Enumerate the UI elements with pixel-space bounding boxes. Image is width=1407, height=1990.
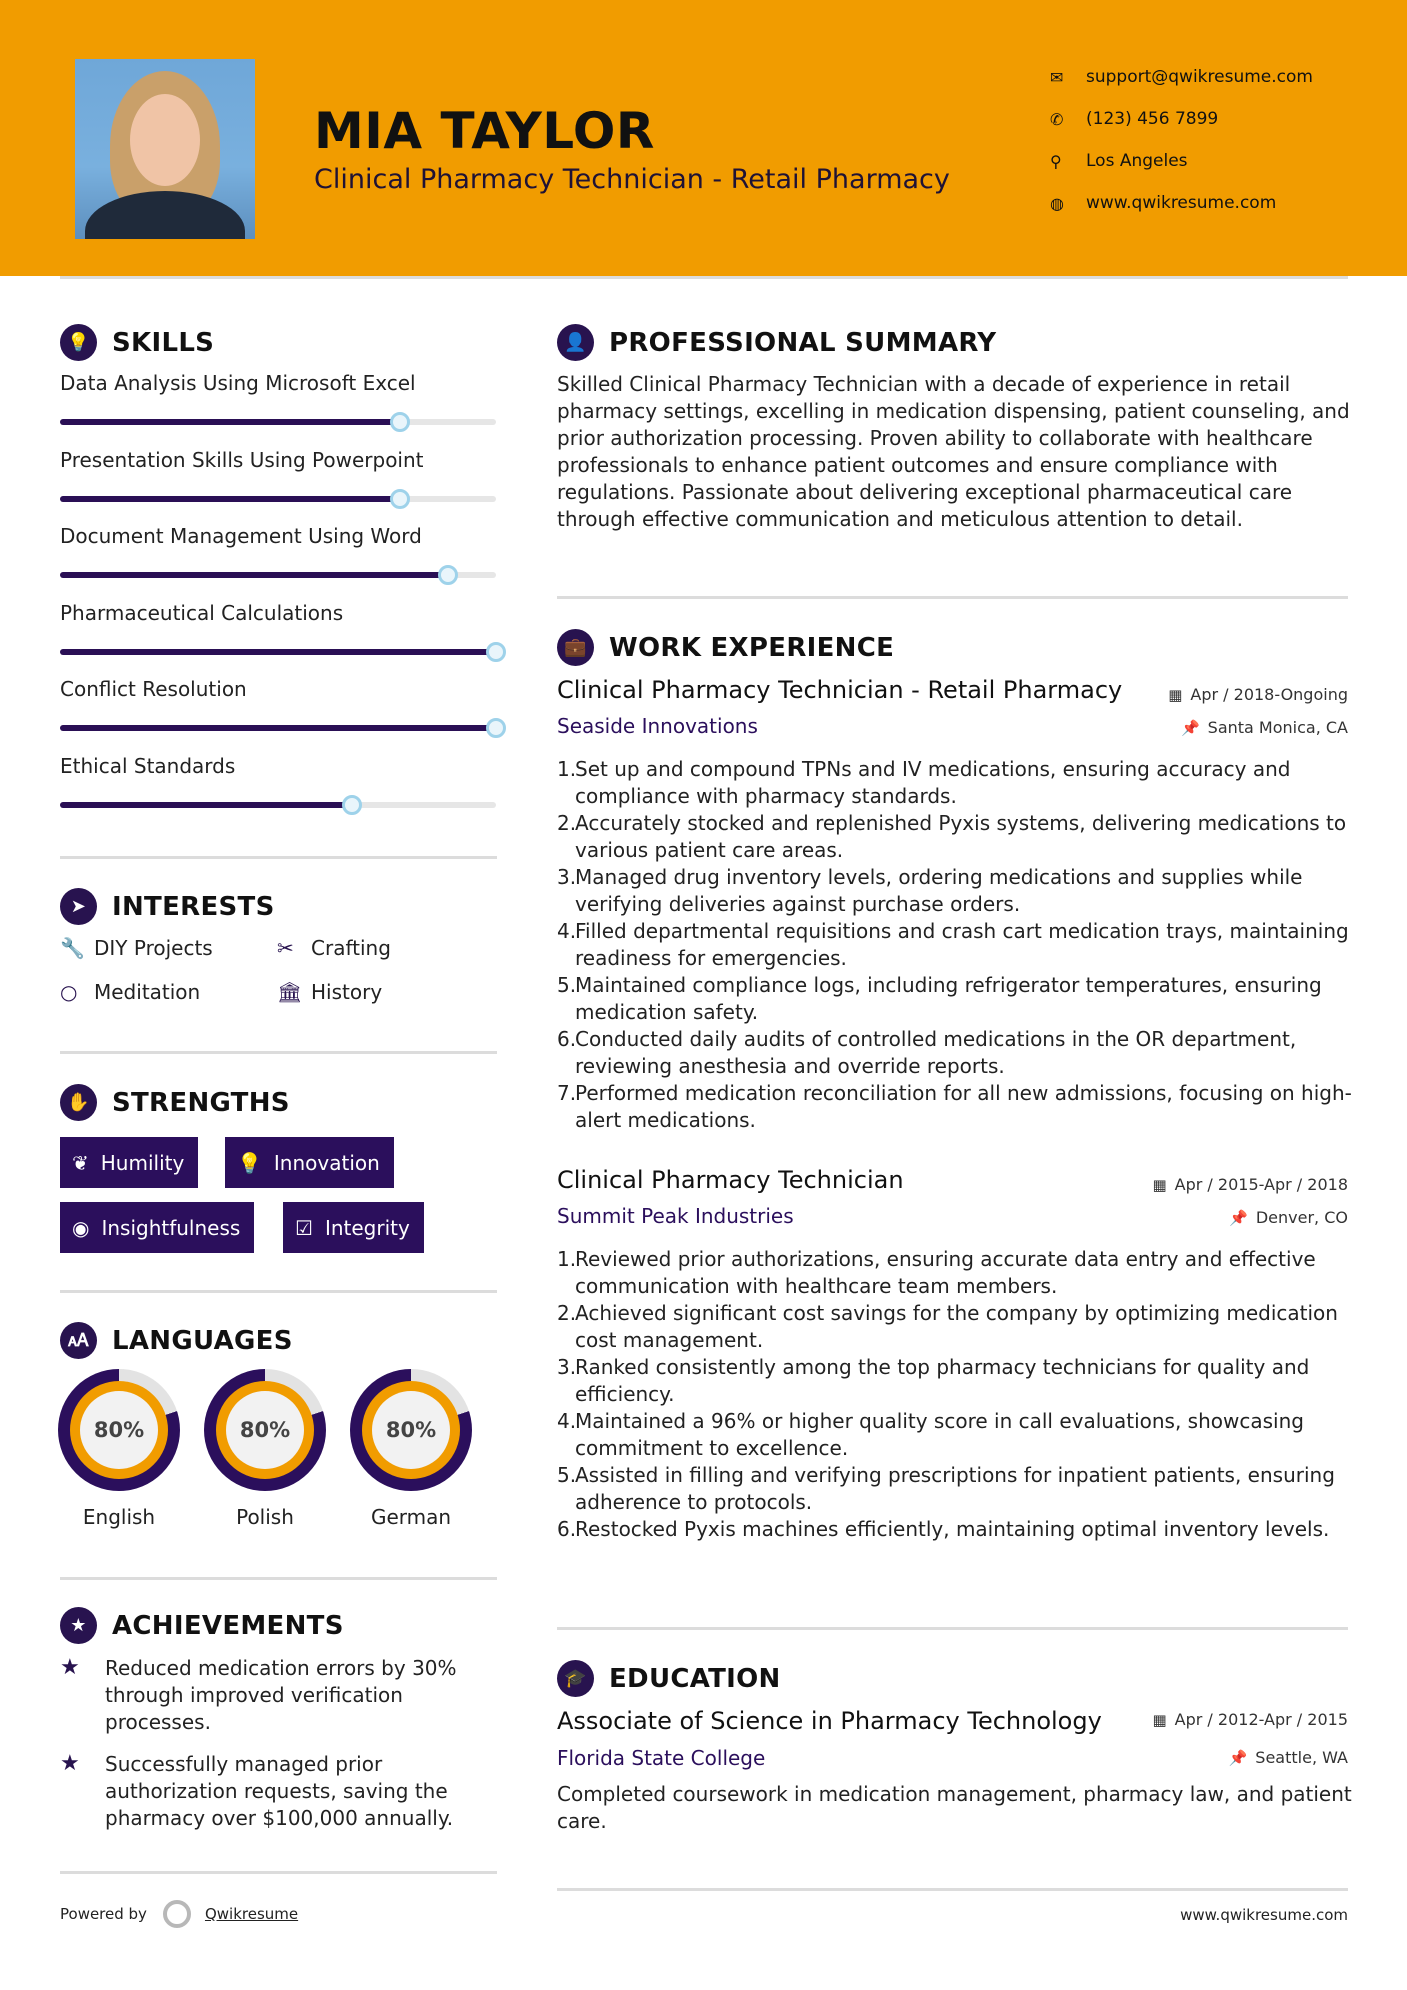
list-number: 2. <box>557 1301 577 1325</box>
skills-heading: 💡 SKILLS <box>60 324 214 361</box>
contact-list <box>1050 56 1313 224</box>
list-number: 4. <box>557 1409 577 1433</box>
skill-item <box>60 448 500 476</box>
strengths-heading: ✋ STRENGTHS <box>60 1084 290 1121</box>
circle-icon: ○ <box>60 980 78 1004</box>
skill-bar-fill <box>60 572 448 578</box>
job-bullets <box>557 1246 1357 1543</box>
pin-icon: 📌 <box>1180 718 1200 737</box>
education-location: 📌 Seattle, WA <box>1228 1748 1348 1767</box>
skill-bar <box>60 725 496 731</box>
list-item <box>557 918 1357 972</box>
interest-item: ○ Meditation <box>60 980 201 1004</box>
skill-item <box>60 524 500 552</box>
calendar-icon: ▦ <box>1152 1175 1167 1194</box>
divider <box>60 1577 497 1580</box>
contact-email[interactable]: ✉ support@qwikresume.com <box>1050 67 1313 87</box>
qwikresume-logo-icon <box>163 1900 191 1928</box>
language-donut: 80% <box>350 1369 472 1491</box>
list-number: 3. <box>557 1355 577 1379</box>
skill-bar-fill <box>60 419 400 425</box>
list-item <box>557 1246 1357 1300</box>
skill-name: Ethical Standards <box>60 753 236 778</box>
skill-item <box>60 754 500 782</box>
powered-by: Powered by Qwikresume <box>60 1900 298 1928</box>
list-text: Assisted in filling and verifying prescriptions for inpatient patients, ensuring adherence to protocols. <box>575 1463 1335 1514</box>
map-marker-icon: ⚲ <box>1050 151 1062 171</box>
summary-heading: 👤 PROFESSIONAL SUMMARY <box>557 324 996 361</box>
contact-phone[interactable]: ✆ (123) 456 7899 <box>1050 109 1219 129</box>
graduation-icon: 🎓 <box>557 1660 594 1697</box>
skill-bar <box>60 802 496 808</box>
lightbulb-icon: 💡 <box>60 324 97 361</box>
star-icon: ★ <box>60 1607 97 1644</box>
interests-heading: ➤ INTERESTS <box>60 888 275 925</box>
list-text: Filled departmental requisitions and crash cart medication trays, maintaining readiness for emergencies. <box>575 919 1349 970</box>
skill-bar-knob <box>438 565 458 585</box>
divider <box>557 596 1348 599</box>
hand-icon: ✋ <box>60 1084 97 1121</box>
calendar-icon: ▦ <box>1152 1710 1167 1729</box>
language-item: 80% English <box>58 1369 180 1529</box>
skill-name: Pharmaceutical Calculations <box>60 600 344 625</box>
experience-heading: 💼 WORK EXPERIENCE <box>557 629 894 666</box>
list-item <box>557 972 1357 1026</box>
contact-location: ⚲ Los Angeles <box>1050 151 1188 171</box>
skill-item <box>60 601 500 629</box>
list-item <box>557 1026 1357 1080</box>
user-icon: 👤 <box>557 324 594 361</box>
strength-badge: ❦ Humility <box>60 1137 198 1188</box>
list-item <box>557 1300 1357 1354</box>
skill-name: Document Management Using Word <box>60 524 422 548</box>
skill-name: Presentation Skills Using Powerpoint <box>60 447 424 472</box>
list-item <box>557 1354 1357 1408</box>
envelope-icon: ✉ <box>1050 67 1064 87</box>
contact-website[interactable]: ◍ www.qwikresume.com <box>1050 193 1277 213</box>
language-item: 80% German <box>350 1369 472 1529</box>
list-text: Managed drug inventory levels, ordering medications and supplies while verifying deliveries against purchase orders. <box>575 865 1303 916</box>
achievement-item: ★ Successfully managed prior authorization requests, saving the pharmacy over $100,000 annually. <box>60 1751 454 1830</box>
strength-badge: ◉ Insightfulness <box>60 1202 254 1253</box>
candidate-title: Clinical Pharmacy Technician - Retail Pharmacy <box>314 164 950 195</box>
skill-bar-knob <box>390 489 410 509</box>
list-text: Set up and compound TPNs and IV medications, ensuring accuracy and compliance with pharmacy standards. <box>575 757 1291 808</box>
list-item <box>557 1080 1357 1134</box>
skill-bar-knob <box>486 718 506 738</box>
profile-photo <box>75 59 255 239</box>
skill-bar-fill <box>60 725 496 731</box>
job-bullets <box>557 756 1357 1134</box>
footer-website[interactable]: www.qwikresume.com <box>1180 1906 1348 1924</box>
education-dates: ▦ Apr / 2012-Apr / 2015 <box>1152 1710 1348 1729</box>
education-description: Completed coursework in medication management, pharmacy law, and patient care. <box>557 1782 1352 1833</box>
language-icon: 🗚 <box>60 1322 97 1359</box>
list-number: 6. <box>557 1027 577 1051</box>
skill-item <box>60 677 500 705</box>
skill-bar-knob <box>390 412 410 432</box>
phone-icon: ✆ <box>1050 109 1064 129</box>
language-donut: 80% <box>58 1369 180 1491</box>
star-icon: ★ <box>60 1751 80 1776</box>
skill-bar-fill <box>60 802 352 808</box>
list-text: Conducted daily audits of controlled medications in the OR department, reviewing anesthesia and override reports. <box>575 1027 1297 1078</box>
calendar-icon: ▦ <box>1168 685 1183 704</box>
list-item <box>557 1462 1357 1516</box>
education-heading: 🎓 EDUCATION <box>557 1660 781 1697</box>
skill-bar <box>60 496 496 502</box>
skill-bar-fill <box>60 496 400 502</box>
skill-bar <box>60 649 496 655</box>
list-number: 6. <box>557 1517 577 1541</box>
list-text: Maintained compliance logs, including refrigerator temperatures, ensuring medication safety. <box>575 973 1322 1024</box>
divider <box>60 276 1348 279</box>
divider <box>557 1627 1348 1630</box>
achievement-item: ★ Reduced medication errors by 30% through improved verification processes. <box>60 1655 457 1734</box>
lightbulb-icon: 💡 <box>237 1150 262 1175</box>
eye-icon: ◉ <box>72 1215 90 1240</box>
list-number: 2. <box>557 811 577 835</box>
paper-plane-icon: ➤ <box>60 888 97 925</box>
skill-item <box>60 371 500 399</box>
divider <box>557 1888 1348 1891</box>
skill-bar <box>60 572 496 578</box>
job-title: Clinical Pharmacy Technician <box>557 1166 904 1194</box>
pin-icon: 📌 <box>1228 1748 1248 1767</box>
header-banner <box>0 0 1407 276</box>
strength-badge: 💡 Innovation <box>225 1137 394 1188</box>
achievements-heading: ★ ACHIEVEMENTS <box>60 1607 344 1644</box>
job-dates: ▦ Apr / 2018-Ongoing <box>1168 685 1348 704</box>
divider <box>60 1871 497 1874</box>
list-item <box>557 756 1357 810</box>
list-text: Restocked Pyxis machines efficiently, maintaining optimal inventory levels. <box>575 1517 1330 1541</box>
list-number: 1. <box>557 1247 577 1271</box>
divider <box>60 1051 497 1054</box>
list-text: Ranked consistently among the top pharmacy technicians for quality and efficiency. <box>575 1355 1310 1406</box>
divider <box>60 1290 497 1293</box>
summary-text: Skilled Clinical Pharmacy Technician with a decade of experience in retail pharmacy settings, excelling in medication dispensing, patient counseling, and prior authorization processing. Proven ability to collaborate with healthcare professionals to enhance patient outcomes and ensure compliance with regulations. Passionate about delivering exceptional pharmaceutical care through effective communication and meticulous attention to detail. <box>557 372 1350 531</box>
museum-icon: 🏛 <box>277 980 303 1004</box>
interest-item: ✂ Crafting <box>277 936 391 960</box>
skill-name: Data Analysis Using Microsoft Excel <box>60 371 416 395</box>
skill-bar <box>60 419 496 425</box>
brand-link[interactable]: Qwikresume <box>204 1905 299 1923</box>
list-item <box>557 810 1357 864</box>
skill-bar-knob <box>486 642 506 662</box>
check-square-icon: ☑ <box>295 1215 313 1240</box>
company-name: Seaside Innovations <box>557 714 758 738</box>
language-donut: 80% <box>204 1369 326 1491</box>
skill-name: Conflict Resolution <box>60 677 247 701</box>
divider <box>60 856 497 859</box>
scissors-icon: ✂ <box>277 936 294 960</box>
list-item <box>557 1516 1357 1543</box>
list-number: 3. <box>557 865 577 889</box>
candidate-name: MIA TAYLOR <box>314 102 655 160</box>
interest-item: 🔧 DIY Projects <box>60 936 213 960</box>
leaf-icon: ❦ <box>72 1150 89 1175</box>
list-number: 1. <box>557 757 577 781</box>
strength-badge: ☑ Integrity <box>283 1202 424 1253</box>
job-location: 📌 Santa Monica, CA <box>1180 718 1348 737</box>
list-number: 4. <box>557 919 577 943</box>
list-text: Reviewed prior authorizations, ensuring accurate data entry and effective communication with healthcare team members. <box>575 1247 1316 1298</box>
skill-bar-fill <box>60 649 496 655</box>
list-number: 7. <box>557 1081 577 1105</box>
job-title: Clinical Pharmacy Technician - Retail Pharmacy <box>557 676 1123 704</box>
job-location: 📌 Denver, CO <box>1229 1208 1348 1227</box>
list-number: 5. <box>557 1463 577 1487</box>
pin-icon: 📌 <box>1229 1208 1248 1227</box>
globe-icon: ◍ <box>1050 193 1064 213</box>
list-text: Accurately stocked and replenished Pyxis systems, delivering medications to various patient care areas. <box>575 811 1347 862</box>
list-text: Performed medication reconciliation for all new admissions, focusing on high-alert medications. <box>575 1081 1352 1132</box>
wrench-icon: 🔧 <box>60 936 85 960</box>
briefcase-icon: 💼 <box>557 629 594 666</box>
company-name: Summit Peak Industries <box>557 1204 794 1228</box>
list-text: Maintained a 96% or higher quality score in call evaluations, showcasing commitment to excellence. <box>575 1409 1304 1460</box>
list-number: 5. <box>557 973 577 997</box>
language-item: 80% Polish <box>204 1369 326 1529</box>
star-icon: ★ <box>60 1655 80 1680</box>
skill-bar-knob <box>342 795 362 815</box>
list-text: Achieved significant cost savings for the company by optimizing medication cost management. <box>575 1301 1338 1352</box>
list-item <box>557 1408 1357 1462</box>
school-name: Florida State College <box>557 1746 766 1770</box>
list-item <box>557 864 1357 918</box>
languages-heading: 🗚 LANGUAGES <box>60 1322 293 1359</box>
degree-title: Associate of Science in Pharmacy Technology <box>557 1707 1102 1735</box>
interest-item: 🏛 History <box>277 980 383 1004</box>
job-dates: ▦ Apr / 2015-Apr / 2018 <box>1152 1175 1348 1194</box>
